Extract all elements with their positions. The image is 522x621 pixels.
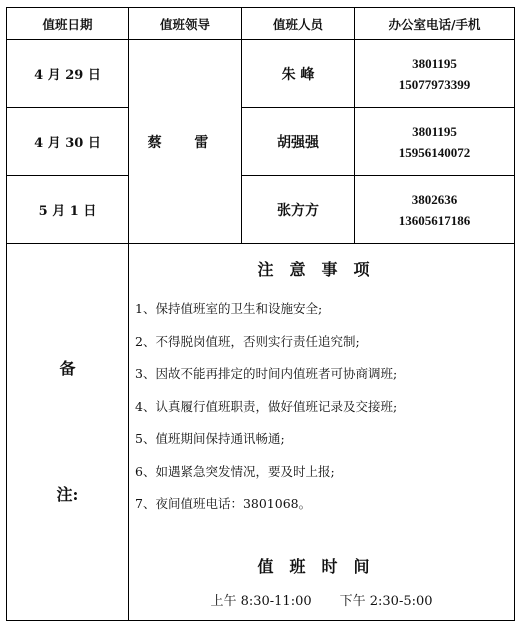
header-phone: 办公室电话/手机 [355, 8, 515, 40]
mobile-phone: 15956140072 [398, 144, 471, 160]
list-item: 3、因故不能再排定的时间内值班者可协商调班; [135, 366, 398, 381]
list-item: 5、值班期间保持通讯畅通; [135, 431, 285, 446]
table-row [7, 40, 515, 108]
office-phone: 3801195 [412, 55, 457, 71]
remarks-row [7, 244, 515, 621]
duty-staff: 张方方 [242, 176, 355, 244]
remarks-label-char1: 备 [59, 359, 76, 378]
notes-title: 注意事项 [257, 260, 386, 279]
notes-list [135, 298, 397, 526]
table-row [7, 108, 515, 176]
list-item: 1、保持值班室的卫生和设施安全; [135, 301, 323, 316]
office-phone: 3801195 [412, 123, 457, 139]
duty-leader: 蔡 雷 [129, 40, 242, 244]
header-row [7, 8, 515, 40]
duty-phone [355, 176, 515, 244]
header-date: 值班日期 [7, 8, 129, 40]
duty-hours-title: 值班时间 [257, 557, 386, 576]
remarks-label-cell [7, 244, 129, 621]
remarks-label-char2: 注: [56, 485, 79, 504]
duty-phone [355, 40, 515, 108]
office-phone: 3802636 [411, 191, 458, 207]
header-staff: 值班人员 [242, 8, 355, 40]
duty-staff: 胡强强 [242, 108, 355, 176]
notes-cell [129, 244, 515, 621]
duty-date: 4 月 29 日 [7, 40, 129, 108]
header-leader: 值班领导 [129, 8, 242, 40]
list-item: 6、如遇紧急突发情况，要及时上报; [135, 463, 335, 479]
list-item: 2、不得脱岗值班，否则实行责任追究制; [135, 333, 360, 349]
mobile-phone: 13605617186 [398, 212, 471, 228]
duty-hours [129, 590, 514, 609]
afternoon-hours: 下午 2:30-5:00 [339, 594, 433, 609]
mobile-phone: 15077973399 [398, 76, 471, 92]
duty-roster-table [6, 7, 515, 621]
morning-hours: 上午 8:30-11:00 [210, 594, 312, 609]
duty-date: 5 月 1 日 [7, 176, 129, 244]
list-item: 4、认真履行值班职责，做好值班记录及交接班; [135, 398, 398, 414]
duty-date: 4 月 30 日 [7, 108, 129, 176]
table-row [7, 176, 515, 244]
duty-phone [355, 108, 515, 176]
duty-staff: 朱 峰 [242, 40, 355, 108]
list-item: 7、夜间值班电话：3801068。 [135, 496, 312, 511]
